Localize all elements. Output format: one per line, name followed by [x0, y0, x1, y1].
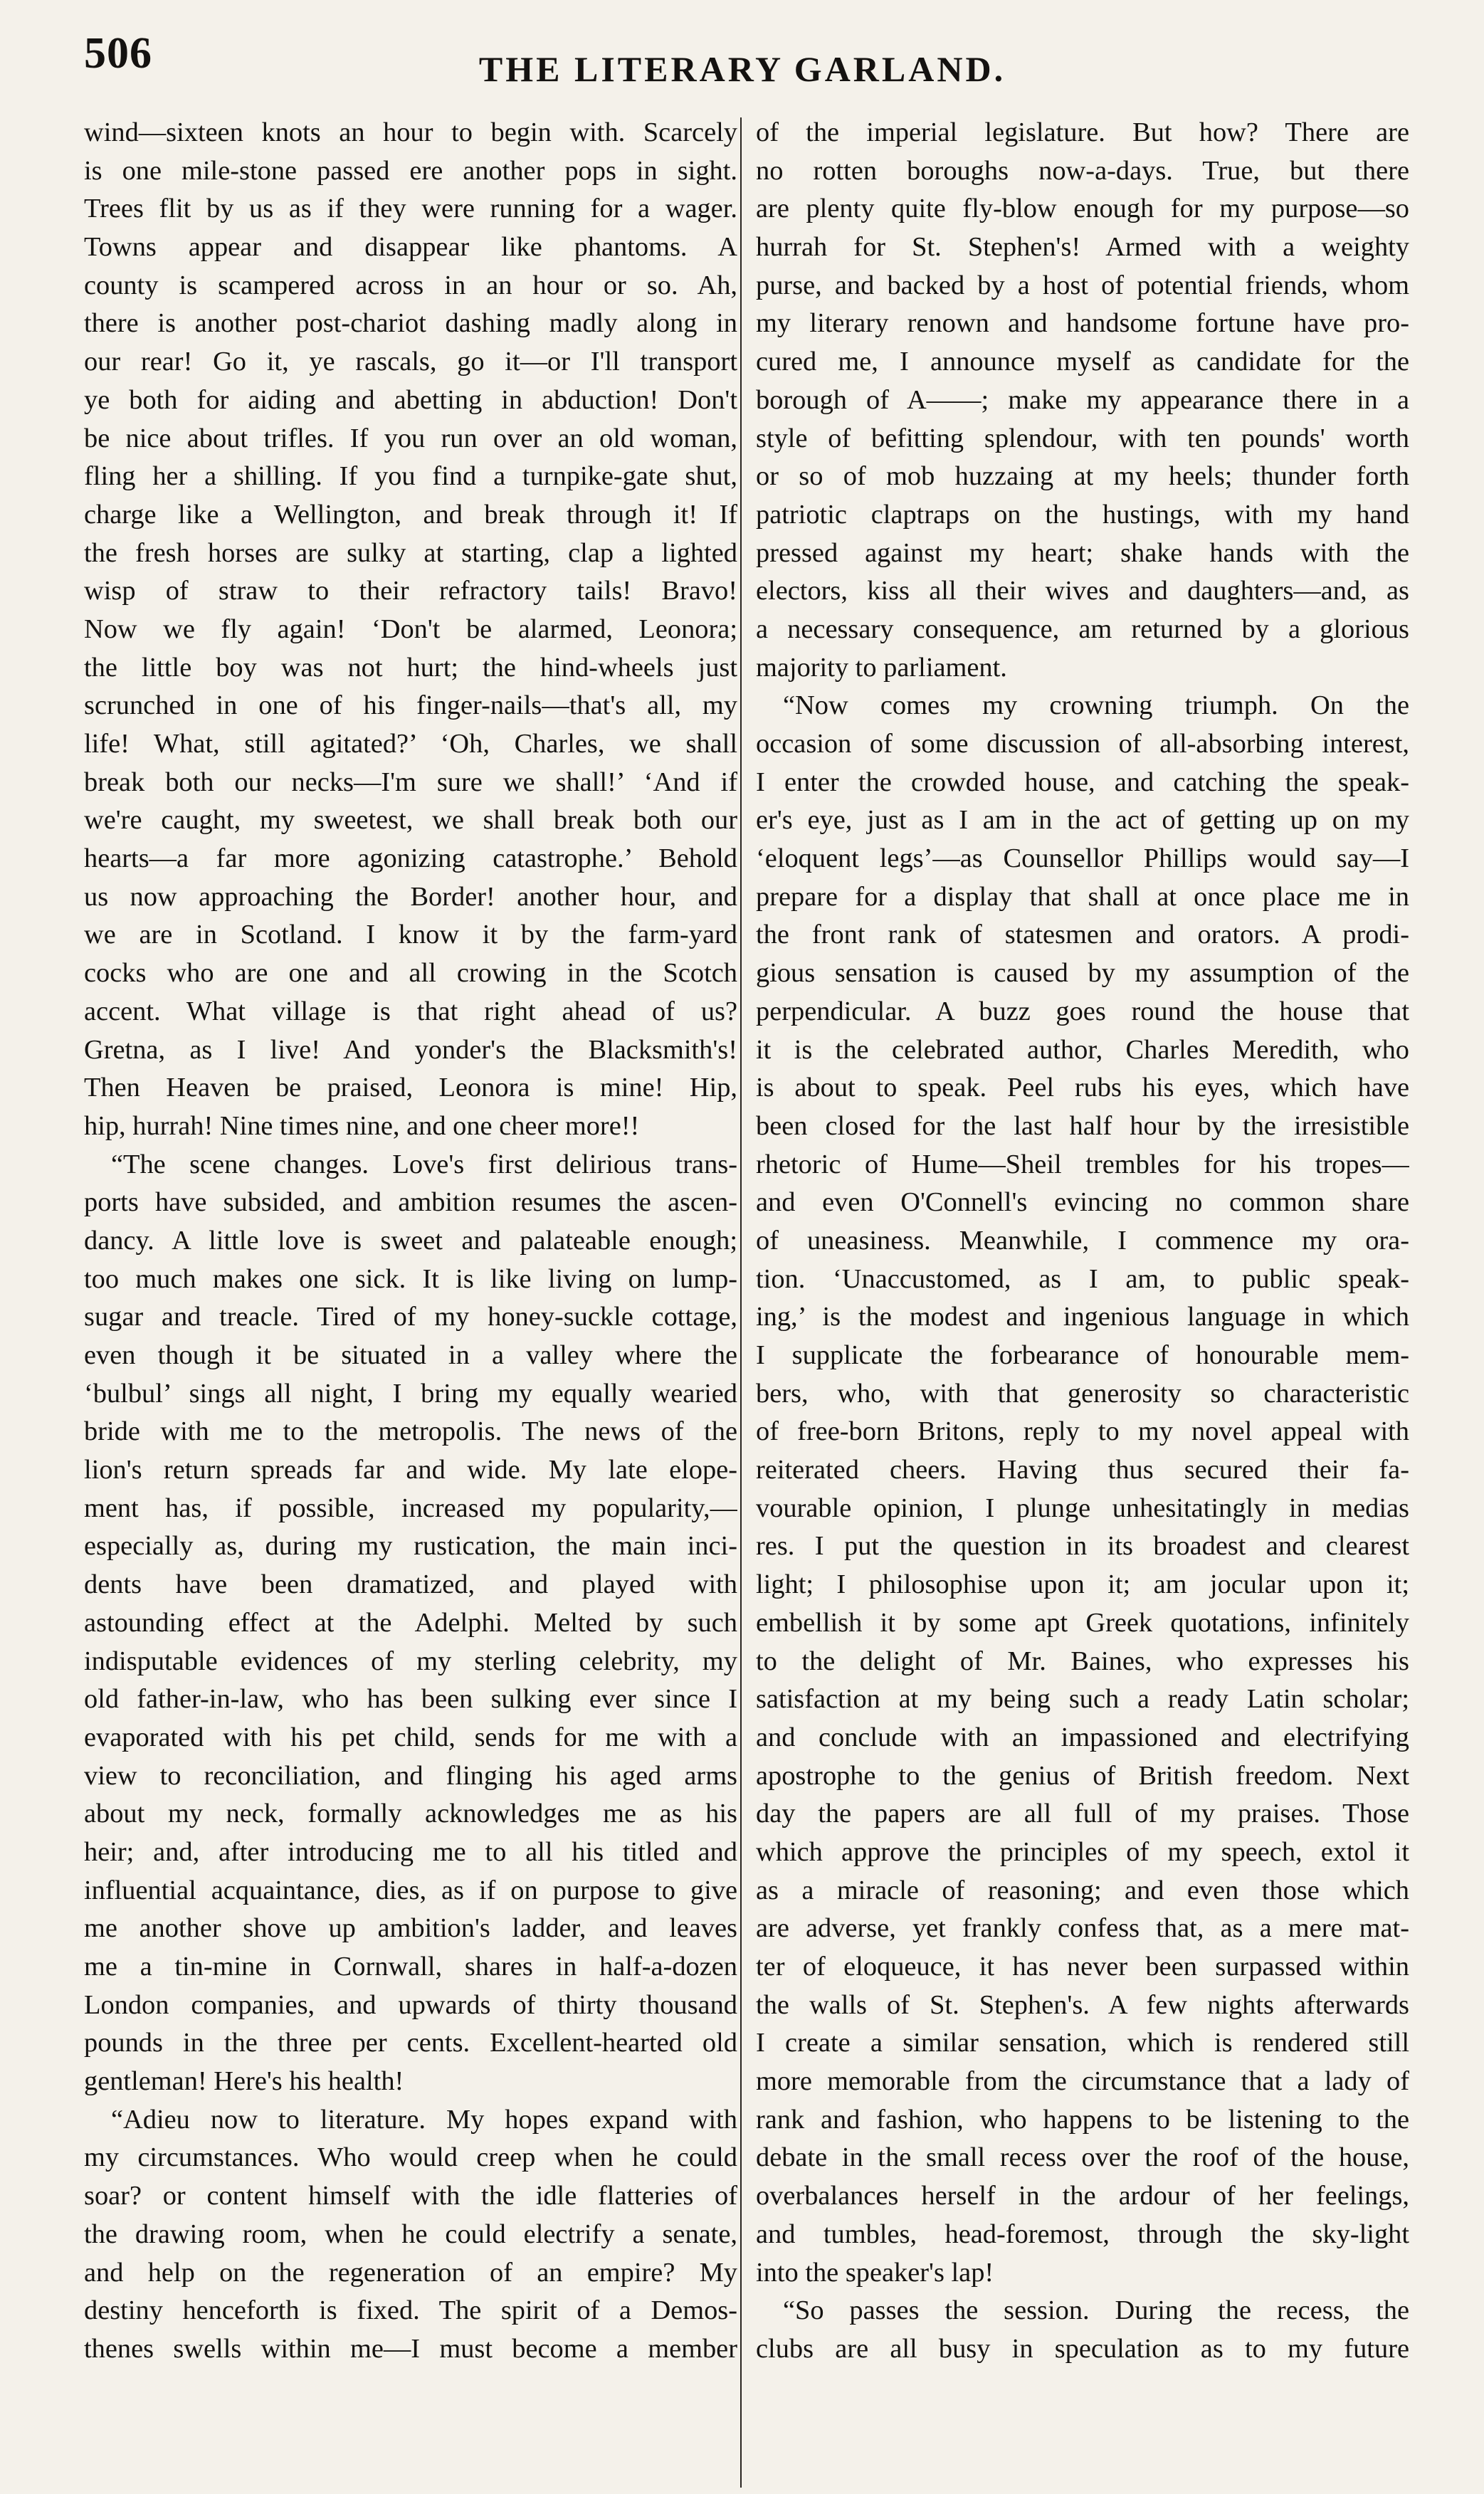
text-line: cured me, I announce myself as candidate for the	[756, 347, 1409, 377]
text-line: view to reconciliation, and flinging his aged arms	[84, 1760, 737, 1791]
left-text-column	[84, 114, 737, 2369]
text-line: I create a similar sensation, which is rendered still	[756, 2028, 1409, 2058]
text-line: ter of eloqueuce, it has never been surpassed within	[756, 1952, 1409, 1982]
text-line: too much makes one sick. It is like living on lump-	[84, 1263, 737, 1294]
text-line: style of befitting splendour, with ten pounds' worth	[756, 423, 1409, 453]
text-line: our rear! Go it, ye rascals, go it—or I'll transport	[84, 347, 737, 377]
text-line: tion. ‘Unaccustomed, as I am, to public speak-	[756, 1263, 1409, 1294]
text-line: reiterated cheers. Having thus secured their fa-	[756, 1455, 1409, 1485]
text-line: Gretna, as I live! And yonder's the Blacksmith's!	[84, 1034, 737, 1065]
text-line: majority to parliament.	[756, 652, 1007, 683]
text-line: prepare for a display that shall at once place me in	[756, 881, 1409, 912]
text-line: a necessary consequence, am returned by a glorious	[756, 614, 1409, 644]
text-line: been closed for the last half hour by the irresistible	[756, 1110, 1409, 1141]
text-line: which approve the principles of my speech, extol it	[756, 1836, 1409, 1867]
text-line: indisputable evidences of my sterling celebrity, my	[84, 1646, 737, 1676]
text-line: London companies, and upwards of thirty thousand	[84, 1989, 737, 2020]
text-line: accent. What village is that right ahead of us?	[84, 996, 737, 1026]
text-line: ‘eloquent legs’—as Counsellor Phillips would say—I	[756, 843, 1409, 874]
text-line: the walls of St. Stephen's. A few nights afterwards	[756, 1989, 1409, 2020]
text-line: influential acquaintance, dies, as if on purpose to give	[84, 1875, 737, 1905]
text-line: and even O'Connell's evincing no common share	[756, 1187, 1409, 1218]
text-line: break both our necks—I'm sure we shall!’ ‘And if	[84, 767, 737, 797]
text-line: purse, and backed by a host of potential friends, whom	[756, 270, 1409, 300]
text-line: wisp of straw to their refractory tails! Bravo!	[84, 576, 737, 606]
text-line: rhetoric of Hume—Sheil trembles for his tropes—	[756, 1149, 1409, 1179]
text-line: me a tin-mine in Cornwall, shares in half-a-dozen	[84, 1952, 737, 1982]
text-line: soar? or content himself with the idle flatteries of	[84, 2181, 737, 2211]
text-line: pounds in the three per cents. Excellent-hearted old	[84, 2028, 737, 2058]
text-line: res. I put the question in its broadest and clearest	[756, 1531, 1409, 1562]
text-line: wind—sixteen knots an hour to begin with. Scarcely	[84, 117, 737, 147]
text-line: “Adieu now to literature. My hopes expand with	[111, 2104, 737, 2135]
text-line: perpendicular. A buzz goes round the house that	[756, 996, 1409, 1026]
text-line: Towns appear and disappear like phantoms. A	[84, 232, 737, 263]
text-line: cocks who are one and all crowing in the Scotch	[84, 958, 737, 989]
text-line: Trees flit by us as if they were running for a wager.	[84, 194, 737, 224]
text-line: rank and fashion, who happens to be listening to the	[756, 2104, 1409, 2135]
text-line: patriotic claptraps on the hustings, with my hand	[756, 499, 1409, 530]
text-line: is about to speak. Peel rubs his eyes, which have	[756, 1073, 1409, 1103]
text-line: evaporated with his pet child, sends for me with a	[84, 1722, 737, 1752]
text-line: my circumstances. Who would creep when he could	[84, 2142, 737, 2173]
text-line: ing,’ is the modest and ingenious language in which	[756, 1302, 1409, 1332]
text-line: and conclude with an impassioned and electrifying	[756, 1722, 1409, 1752]
text-line: occasion of some discussion of all-absorbing interest,	[756, 729, 1409, 759]
text-line: we are in Scotland. I know it by the farm-yard	[84, 920, 737, 950]
text-line: heir; and, after introducing me to all his titled and	[84, 1836, 737, 1867]
text-line: more memorable from the circumstance that a lady of	[756, 2066, 1409, 2097]
text-line: old father-in-law, who has been sulking ever since I	[84, 1684, 737, 1715]
text-line: ment has, if possible, increased my popularity,—	[84, 1493, 737, 1523]
text-line: of free-born Britons, reply to my novel appeal with	[756, 1416, 1409, 1447]
text-line: my literary renown and handsome fortune have pro-	[756, 308, 1409, 339]
text-line: there is another post-chariot dashing madly along in	[84, 308, 737, 339]
text-line: borough of A——; make my appearance there in a	[756, 384, 1409, 415]
text-line: even though it be situated in a valley where the	[84, 1340, 737, 1370]
text-line: dents have been dramatized, and played with	[84, 1569, 737, 1600]
text-line: hurrah for St. Stephen's! Armed with a weighty	[756, 232, 1409, 263]
text-line: clubs are all busy in speculation as to my future	[756, 2333, 1409, 2364]
text-line: we're caught, my sweetest, we shall break both our	[84, 805, 737, 836]
text-line: scrunched in one of his finger-nails—that's all, my	[84, 690, 737, 721]
text-line: of the imperial legislature. But how? There are	[756, 117, 1409, 147]
text-line: satisfaction at my being such a ready Latin scholar;	[756, 1684, 1409, 1715]
running-title: THE LITERARY GARLAND.	[478, 49, 1006, 89]
text-line: light; I philosophise upon it; am jocular upon it;	[756, 1569, 1409, 1600]
text-line: about my neck, formally acknowledges me as his	[84, 1799, 737, 1829]
text-line: I supplicate the forbearance of honourable mem-	[756, 1340, 1409, 1370]
text-line: fling her a shilling. If you find a turnpike-gate shut,	[84, 461, 737, 492]
text-line: the drawing room, when he could electrify a senate,	[84, 2219, 737, 2249]
text-line: “So passes the session. During the recess, the	[783, 2295, 1409, 2326]
text-line: us now approaching the Border! another hour, and	[84, 881, 737, 912]
text-line: hearts—a far more agonizing catastrophe.’ Behold	[84, 843, 737, 874]
text-line: gious sensation is caused by my assumption of the	[756, 958, 1409, 989]
text-line: and help on the regeneration of an empire? My	[84, 2257, 737, 2288]
text-line: charge like a Wellington, and break through it! If	[84, 499, 737, 530]
text-line: debate in the small recess over the roof of the house,	[756, 2142, 1409, 2173]
text-line: apostrophe to the genius of British freedom. Next	[756, 1760, 1409, 1791]
text-line: bride with me to the metropolis. The news of the	[84, 1416, 737, 1447]
text-line: ‘bulbul’ sings all night, I bring my equally wearied	[84, 1378, 737, 1409]
text-line: or so of mob huzzaing at my heels; thunder forth	[756, 461, 1409, 492]
text-line: of uneasiness. Meanwhile, I commence my ora-	[756, 1225, 1409, 1256]
text-line: dancy. A little love is sweet and palateable enough;	[84, 1225, 737, 1256]
text-line: destiny henceforth is fixed. The spirit of a Demos-	[84, 2295, 737, 2326]
text-line: me another shove up ambition's ladder, and leaves	[84, 1913, 737, 1944]
right-text-column	[756, 114, 1409, 2369]
text-line: it is the celebrated author, Charles Meredith, who	[756, 1034, 1409, 1065]
text-line: as a miracle of reasoning; and even those which	[756, 1875, 1409, 1905]
text-line: astounding effect at the Adelphi. Melted by such	[84, 1607, 737, 1638]
text-line: be nice about trifles. If you run over an old woman,	[84, 423, 737, 453]
text-line: especially as, during my rustication, the main inci-	[84, 1531, 737, 1562]
text-line: embellish it by some apt Greek quotations, infinitely	[756, 1607, 1409, 1638]
text-line: no rotten boroughs now-a-days. True, but there	[756, 155, 1409, 186]
text-line: I enter the crowded house, and catching the speak-	[756, 767, 1409, 797]
text-line: the little boy was not hurt; the hind-wheels just	[84, 652, 737, 683]
text-line: pressed against my heart; shake hands with the	[756, 537, 1409, 568]
text-line: are adverse, yet frankly confess that, as a mere mat-	[756, 1913, 1409, 1944]
page-number: 506	[84, 29, 152, 78]
text-line: bers, who, with that generosity so characteristic	[756, 1378, 1409, 1409]
text-line: overbalances herself in the ardour of her feelings,	[756, 2181, 1409, 2211]
text-line: lion's return spreads far and wide. My late elope-	[84, 1455, 737, 1485]
column-divider	[740, 117, 742, 2488]
text-line: Then Heaven be praised, Leonora is mine! Hip,	[84, 1073, 737, 1103]
text-line: ye both for aiding and abetting in abduction! Don't	[84, 384, 737, 415]
text-line: Now we fly again! ‘Don't be alarmed, Leonora;	[84, 614, 737, 644]
text-line: the front rank of statesmen and orators. A prodi-	[756, 920, 1409, 950]
text-line: hip, hurrah! Nine times nine, and one cheer more!!	[84, 1110, 640, 1141]
text-line: vourable opinion, I plunge unhesitatingly in medias	[756, 1493, 1409, 1523]
text-line: are plenty quite fly-blow enough for my purpose—so	[756, 194, 1409, 224]
text-line: ports have subsided, and ambition resumes the ascen-	[84, 1187, 737, 1218]
text-line: electors, kiss all their wives and daughters—and, as	[756, 576, 1409, 606]
text-line: is one mile-stone passed ere another pops in sight.	[84, 155, 737, 186]
text-line: life! What, still agitated?’ ‘Oh, Charles, we shall	[84, 729, 737, 759]
text-line: thenes swells within me—I must become a member	[84, 2333, 737, 2364]
text-line: sugar and treacle. Tired of my honey-suckle cottage,	[84, 1302, 737, 1332]
text-line: er's eye, just as I am in the act of getting up on my	[756, 805, 1409, 836]
text-line: gentleman! Here's his health!	[84, 2066, 404, 2097]
text-line: to the delight of Mr. Baines, who expresses his	[756, 1646, 1409, 1676]
text-line: into the speaker's lap!	[756, 2257, 994, 2288]
text-line: day the papers are all full of my praises. Those	[756, 1799, 1409, 1829]
text-line: and tumbles, head-foremost, through the sky-light	[756, 2219, 1409, 2249]
text-line: “The scene changes. Love's first delirious trans-	[111, 1149, 737, 1179]
text-line: the fresh horses are sulky at starting, clap a lighted	[84, 537, 737, 568]
text-line: “Now comes my crowning triumph. On the	[783, 690, 1409, 721]
text-line: county is scampered across in an hour or so. Ah,	[84, 270, 737, 300]
page-header	[84, 28, 1401, 93]
